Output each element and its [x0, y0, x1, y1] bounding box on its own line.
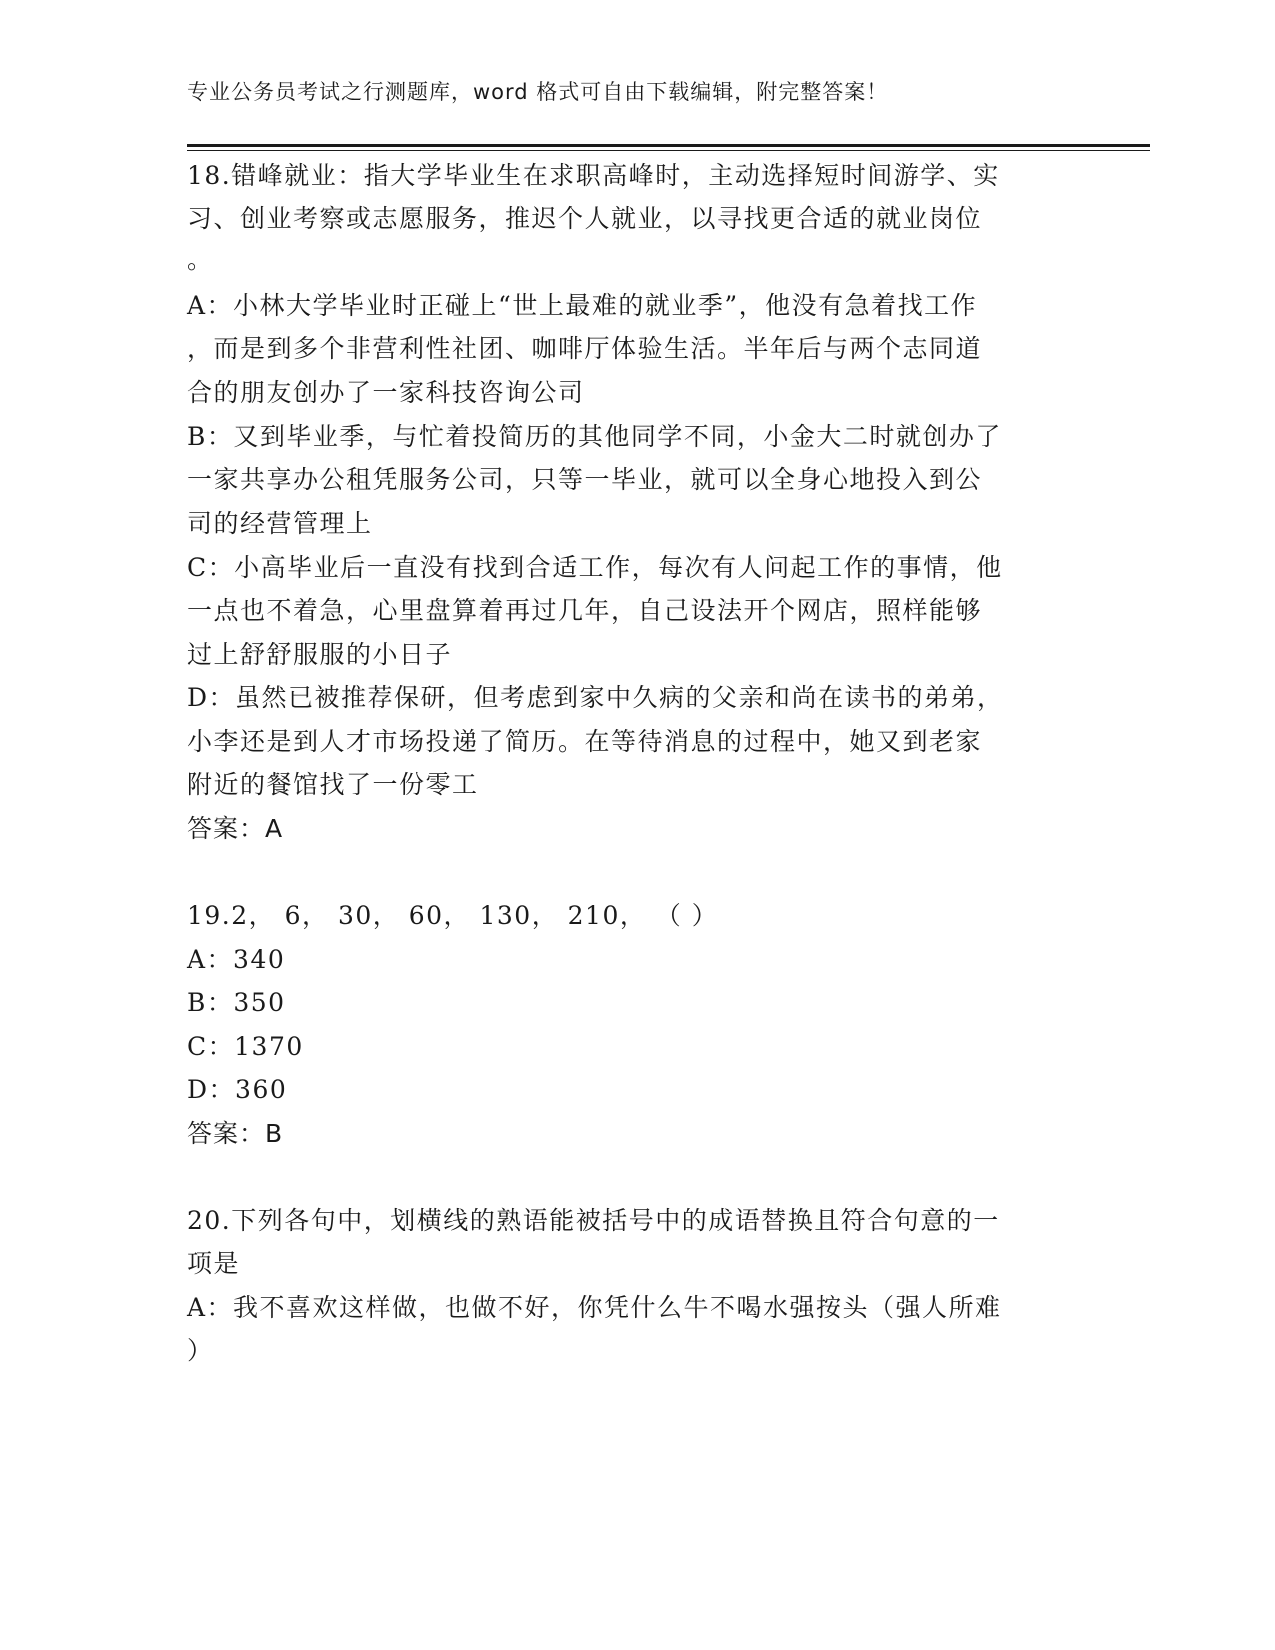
- q18-option-c-line-3: 过上舒舒服服的小日子: [187, 640, 453, 669]
- q20-option-a-line-2: ）: [187, 1336, 214, 1365]
- q18-option-a-line-2: ，而是到多个非营利性社团、咖啡厅体验生活。半年后与两个志同道: [187, 334, 983, 363]
- q18-option-b-line-1: B：又到毕业季，与忙着投简历的其他同学不同，小金大二时就创办了: [187, 422, 1002, 451]
- q18-option-b-line-3: 司的经营管理上: [187, 509, 373, 538]
- q18-stem-line-3: 。: [187, 245, 214, 274]
- q20-option-a-line-1: A：我不喜欢这样做，也做不好，你凭什么牛不喝水强按头（强人所难: [187, 1293, 1002, 1322]
- q18-option-c-line-1: C：小高毕业后一直没有找到合适工作，每次有人问起工作的事情，他: [187, 553, 1003, 582]
- q18-stem-line-1: 18.错峰就业：指大学毕业生在求职高峰时，主动选择短时间游学、实: [187, 161, 1000, 190]
- q20-stem-line-2: 项是: [187, 1249, 241, 1278]
- header-rule-thick: [187, 144, 1150, 147]
- q18-stem-line-2: 习、创业考察或志愿服务，推迟个人就业，以寻找更合适的就业岗位: [187, 204, 983, 233]
- q19-stem: 19.2， 6， 30， 60， 130， 210， （ ）: [187, 901, 719, 930]
- page-header: 专业公务员考试之行测题库，word 格式可自由下载编辑，附完整答案！: [187, 80, 889, 104]
- q19-option-a: A：340: [187, 945, 286, 974]
- q18-option-d-line-3: 附近的餐馆找了一份零工: [187, 770, 479, 799]
- q18-option-c-line-2: 一点也不着急，心里盘算着再过几年，自己设法开个网店，照样能够: [187, 596, 983, 625]
- q18-option-a-line-1: A：小林大学毕业时正碰上“世上最难的就业季”，他没有急着找工作: [187, 291, 978, 320]
- q20-stem-line-1: 20.下列各句中，划横线的熟语能被括号中的成语替换且符合句意的一: [187, 1206, 1000, 1235]
- q19-option-d: D：360: [187, 1075, 288, 1104]
- q18-option-b-line-2: 一家共享办公租凭服务公司，只等一毕业，就可以全身心地投入到公: [187, 465, 983, 494]
- q18-option-a-line-3: 合的朋友创办了一家科技咨询公司: [187, 378, 585, 407]
- q19-answer: 答案：B: [187, 1119, 284, 1148]
- header-rule-thin: [187, 150, 1150, 151]
- q18-option-d-line-1: D：虽然已被推荐保研，但考虑到家中久病的父亲和尚在读书的弟弟，: [187, 683, 1004, 712]
- q18-answer: 答案：A: [187, 814, 284, 843]
- q18-option-d-line-2: 小李还是到人才市场投递了简历。在等待消息的过程中，她又到老家: [187, 727, 983, 756]
- q19-option-b: B：350: [187, 988, 286, 1017]
- q19-option-c: C：1370: [187, 1032, 304, 1061]
